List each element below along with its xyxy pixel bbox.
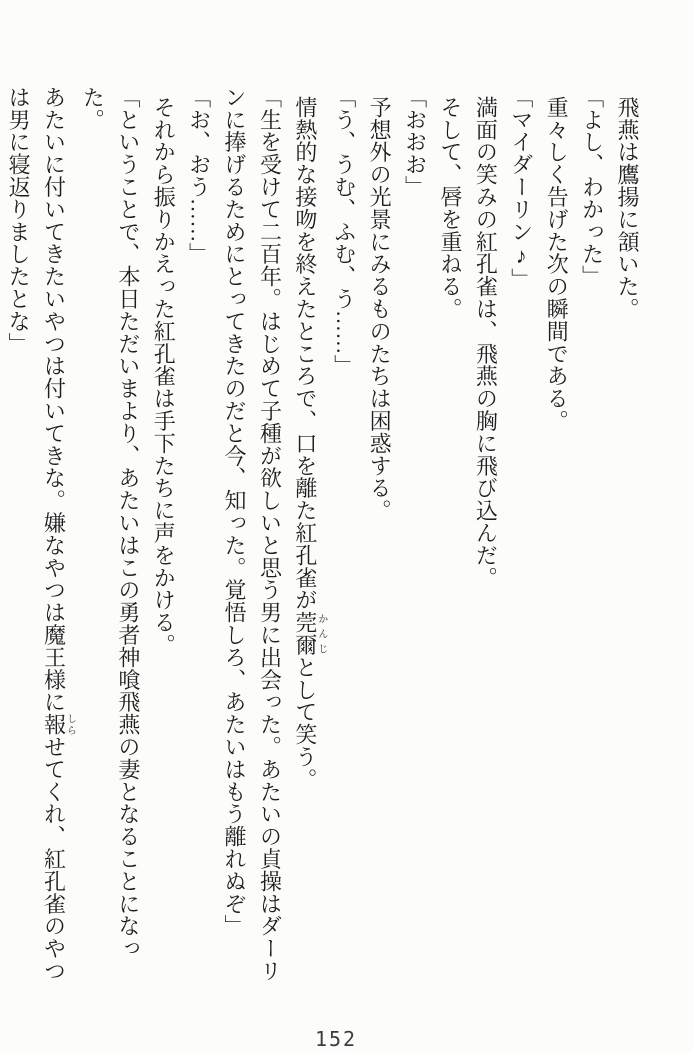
text-block	[6, 86, 645, 990]
text-line: 「生を受けて二百年。はじめて子種が欲しいと思う男に出会った。あたいの貞操はダーリ	[257, 86, 283, 982]
text-line: は男に寝返りましたとな」	[6, 86, 32, 355]
text-line: 満面の笑みの紅孔雀は、飛燕の胸に飛び込んだ。	[473, 96, 499, 589]
text-line: 「お、おう……」	[186, 86, 212, 266]
text-line: 重々しく告げた次の瞬間である。	[544, 96, 570, 432]
text-line: 「う、うむ、ふむ、う……」	[331, 86, 357, 378]
text-line: 情熱的な接吻を終えたところで、口を離た紅孔雀が莞爾かんじとして笑う。	[292, 96, 327, 791]
text-line: 「よし、わかった」	[579, 86, 605, 288]
text-line: それから振りかえった紅孔雀は手下たちに声をかける。	[151, 96, 177, 656]
ruby-annotated-word: 報しら	[41, 713, 76, 736]
text-line: 飛燕は鷹揚に頷いた。	[615, 96, 640, 320]
text-line: 「マイダーリン♪」	[508, 86, 534, 291]
text-line: そして、唇を重ねる。	[437, 96, 463, 320]
text-line: 予想外の光景にみるものたちは困惑する。	[367, 96, 393, 522]
text-line: あたいに付いてきたいやつは付いてきな。嫌なやつは魔王様に報しらせてくれ、紅孔雀のやつ	[41, 86, 76, 983]
text-line: 「おおお」	[402, 86, 428, 198]
ruby-annotated-word: 莞爾かんじ	[292, 611, 327, 657]
text-line: 「ということで、本日ただいまより、あたいはこの勇者神喰飛燕の妻となることになった。	[80, 86, 141, 960]
text-line: ンに捧げるためにとってきたのだと今、知った。覚悟しろ、あたいはもう離れぬぞ」	[222, 86, 248, 938]
page-number: 152	[314, 1027, 358, 1051]
